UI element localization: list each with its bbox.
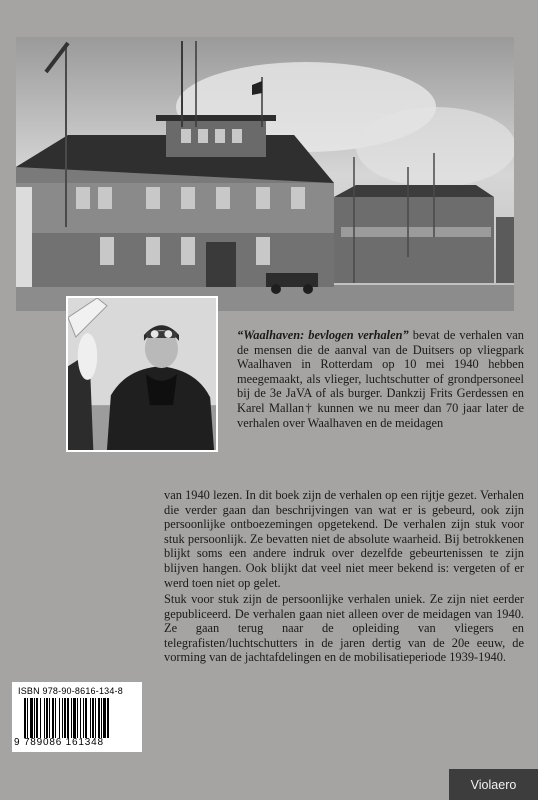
barcode-icon bbox=[24, 698, 136, 738]
barcode-bar bbox=[52, 698, 54, 738]
barcode-bar bbox=[77, 698, 78, 738]
barcode-bar bbox=[80, 698, 81, 738]
barcode-bar bbox=[40, 698, 41, 738]
inset-photo-aviator bbox=[66, 296, 218, 452]
barcode-bar bbox=[44, 698, 45, 738]
barcode-bar bbox=[24, 698, 26, 738]
barcode-bar bbox=[46, 698, 48, 738]
barcode-bar bbox=[92, 698, 94, 738]
cover-photo-airport-building bbox=[16, 37, 514, 311]
description-paragraph-1 bbox=[237, 328, 524, 430]
barcode-bar bbox=[73, 698, 76, 738]
barcode-bar bbox=[83, 698, 84, 738]
barcode-digits: 9 789086 161348 bbox=[14, 737, 104, 748]
publisher-badge: Violaero bbox=[449, 769, 538, 800]
barcode-bar bbox=[36, 698, 38, 738]
barcode-bar bbox=[101, 698, 102, 738]
barcode-bar bbox=[55, 698, 56, 738]
barcode-bar bbox=[95, 698, 96, 738]
barcode-bar bbox=[49, 698, 50, 738]
barcode-bar bbox=[34, 698, 35, 738]
barcode-bar bbox=[64, 698, 66, 738]
book-title-lead: “Waalhaven: bevlogen verhalen” bbox=[237, 328, 409, 342]
description-paragraph-1-text: bevat de verhalen van de mensen die de aanval van de Duitsers op vliegpark Waalhaven in Rotterdam op 10 mei 1940 hebben meegemaakt, als vlieger, luchtschutter of grondpersoneel bij de 3e JaVA of als burger. Dankzij Frits Gerdessen en Karel Mallan† kunnen we nu meer dan 70 jaar later de verhalen over Waalhaven en de meidagen bbox=[237, 328, 524, 430]
isbn-label: ISBN 978-90-8616-134-8 bbox=[18, 686, 123, 696]
barcode-bar bbox=[67, 698, 69, 738]
barcode-bar bbox=[62, 698, 63, 738]
isbn-barcode-block bbox=[12, 682, 142, 752]
barcode-bar bbox=[90, 698, 91, 738]
barcode-bar bbox=[103, 698, 106, 738]
description-paragraph-1-continued: van 1940 lezen. In dit boek zijn de verhalen op een rijtje gezet. Verhalen die verder gaan dan beschrijvingen van wat er is gebeurd, ook zijn persoonlijke ontboezemingen opgetekend. De verhalen zijn stuk voor stuk persoonlijk. Ze bevatten niet de absolute waarheid. Bij betrokkenen blijkt soms een andere indruk over dezelfde gebeurtenissen te zijn blijven hangen. Ook blijkt dat veel niet meer bekend is: vergeten of er werd toen niet op gelet. bbox=[164, 488, 524, 590]
description-paragraph-2: Stuk voor stuk zijn de persoonlijke verhalen uniek. Ze zijn niet eerder gepubliceerd. De verhalen gaan niet alleen over de meidagen van 1940. Ze gaan terug naar de opleiding van vliegers en telegrafisten/luchtschutters in de jaren dertig van de 20e eeuw, de vorming van de jachtafdelingen en de mobilisatieperiode 1939-1940. bbox=[164, 592, 524, 665]
barcode-bar bbox=[85, 698, 87, 738]
barcode-bar bbox=[71, 698, 72, 738]
barcode-bar bbox=[30, 698, 33, 738]
barcode-bar bbox=[107, 698, 109, 738]
barcode-bar bbox=[98, 698, 100, 738]
barcode-bar bbox=[27, 698, 28, 738]
barcode-bar bbox=[59, 698, 60, 738]
